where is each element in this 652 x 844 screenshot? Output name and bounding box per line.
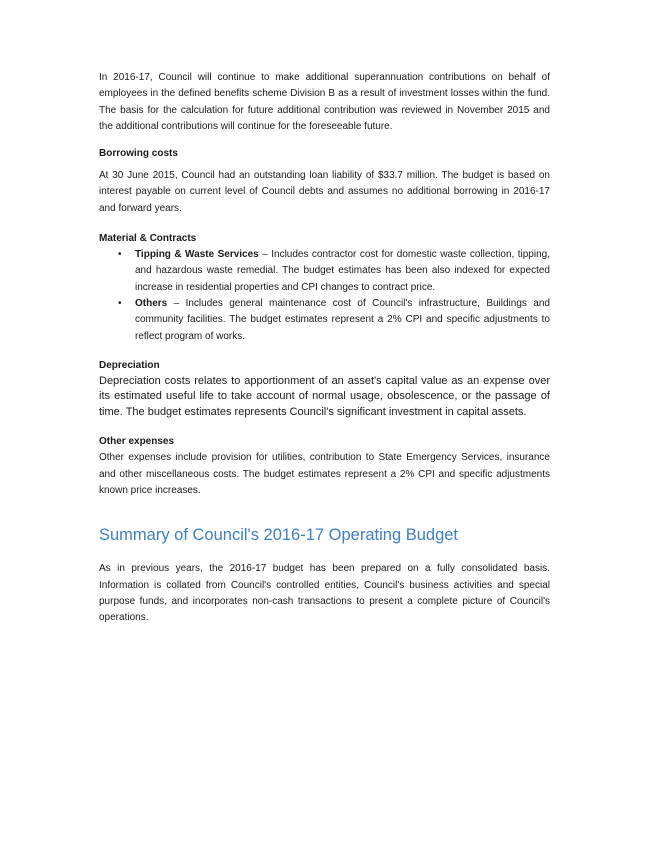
bullet-icon: • [118, 297, 122, 309]
material-contracts-heading: Material & Contracts [99, 233, 197, 245]
other-expenses-paragraph: Other expenses include provision for utilities, contribution to State Emergency Services, insurance and other miscellaneous costs. The budget estimates represent a 2% CPI and specific adjustments known price increases. [99, 452, 550, 496]
borrowing-costs-paragraph: At 30 June 2015, Council had an outstanding loan liability of $33.7 million. The budget is based on interest payable on current level of Council debts and assumes no additional borrowing in 2016-17 and forward years. [99, 170, 550, 214]
bullet-lead: Others [135, 297, 168, 309]
bullet-lead: Tipping & Waste Services [135, 249, 259, 261]
borrowing-costs-heading: Borrowing costs [99, 148, 178, 160]
bullet-text: – Includes contractor cost for domestic waste collection, tipping, and hazardous waste remedial. The budget estimates has been also indexed for expected increase in residential properties and CPI changes to contract price. [135, 249, 550, 293]
section-title: Summary of Council's 2016-17 Operating Budget [99, 526, 459, 545]
depreciation-paragraph: Depreciation costs relates to apportionment of an asset's capital value as an expense over its estimated useful life to take account of normal usage, obsolescence, or the passage of time. The budget estimates represents Council's significant investment in capital assets. [99, 374, 550, 418]
depreciation-heading: Depreciation [99, 359, 160, 371]
other-expenses-heading: Other expenses [99, 436, 175, 448]
list-item [99, 247, 550, 296]
bullet-text: – Includes general maintenance cost of Council's infrastructure, Buildings and community facilities. The budget estimates represent a 2% CPI and specific adjustments to reflect program of works. [135, 297, 550, 342]
bullet-icon: • [118, 249, 122, 261]
list-item [99, 296, 550, 345]
summary-paragraph: As in previous years, the 2016-17 budget has been prepared on a fully consolidated basis. Information is collated from Council's controlled entities, Council's business activities and special purpose funds, and incorporates non-cash transactions to present a complete picture of Council's operations. [99, 563, 550, 624]
superannuation-paragraph: In 2016-17, Council will continue to make additional superannuation contributions on behalf of employees in the defined benefits scheme Division B as a result of investment losses within the fund. The basis for the calculation for future additional contribution was reviewed in November 2015 and the additional contributions will continue for the foreseeable future. [99, 72, 550, 132]
material-contracts-list [99, 247, 550, 345]
